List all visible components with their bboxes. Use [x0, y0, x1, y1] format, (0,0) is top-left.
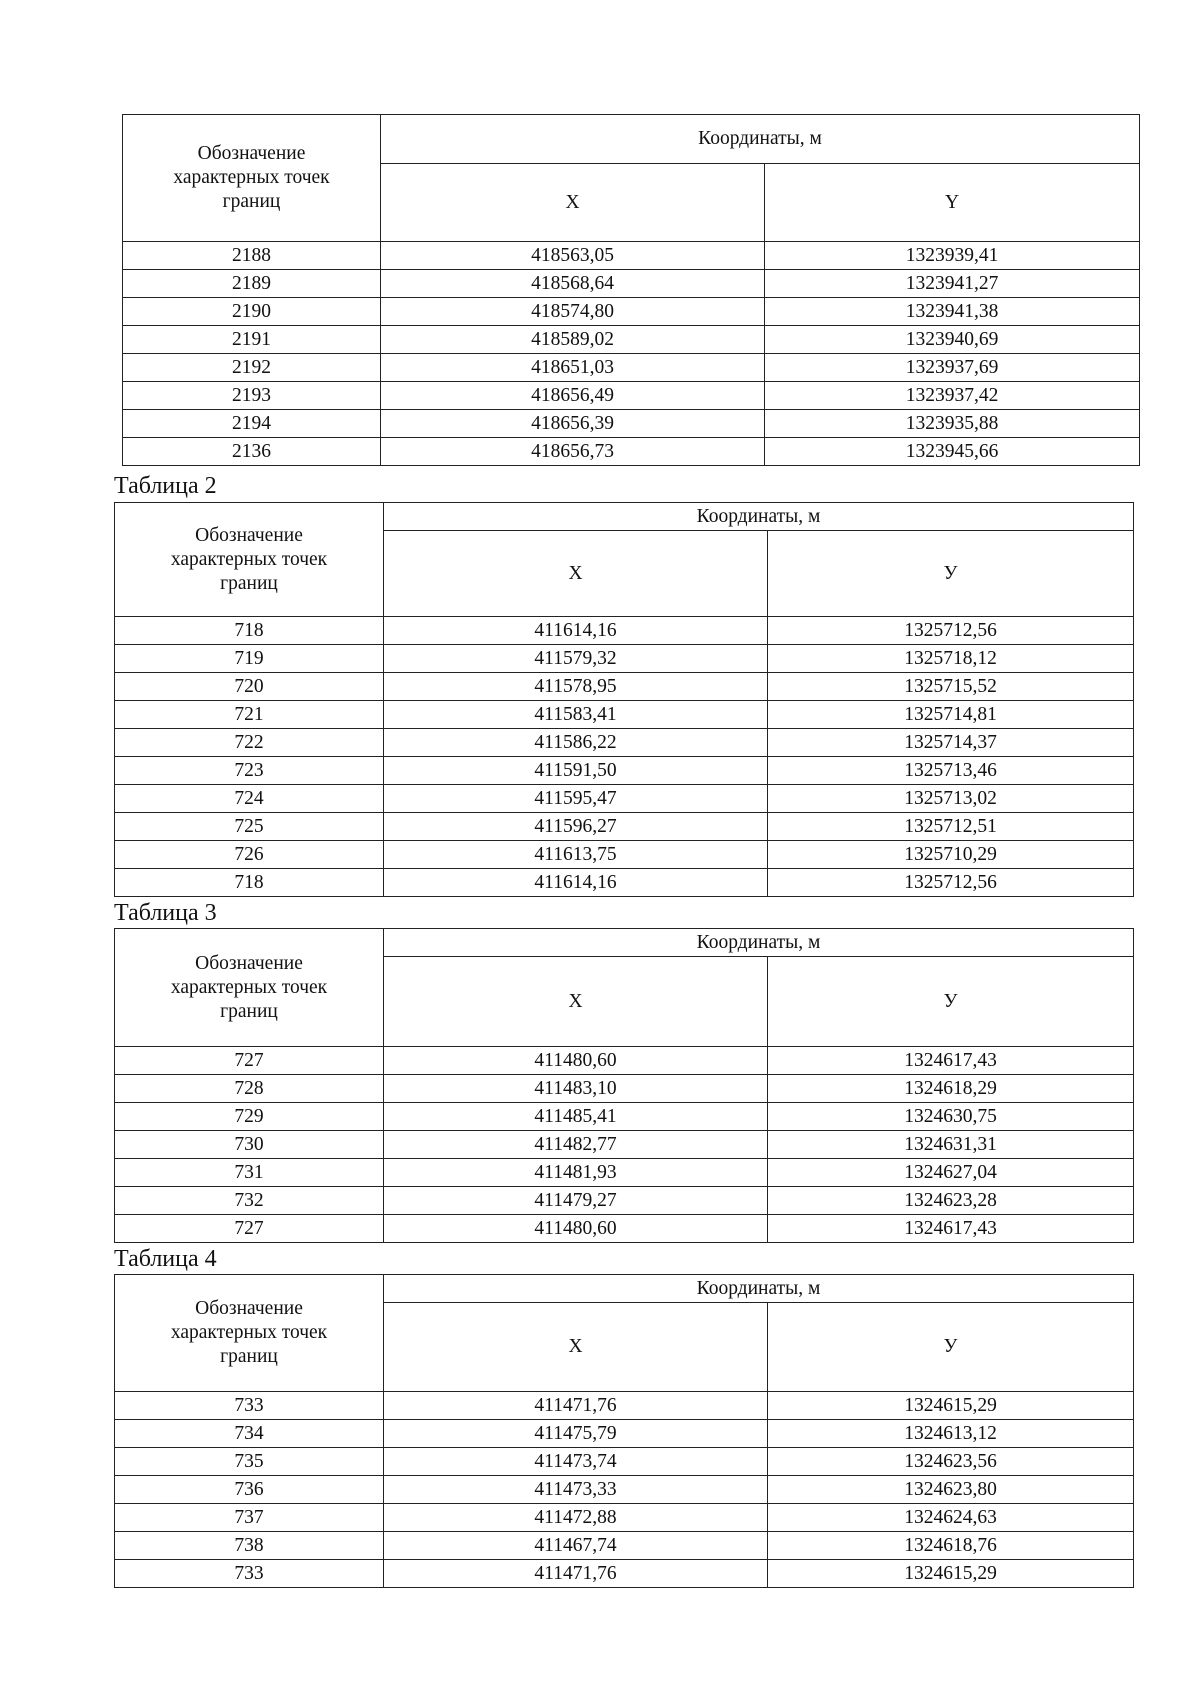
x-value-cell: 411475,79 [384, 1420, 768, 1448]
table-row [115, 645, 1134, 673]
table-row [115, 1047, 1134, 1075]
point-id-cell: 723 [115, 757, 384, 785]
coordinates-header: Координаты, м [384, 929, 1134, 957]
point-id-cell: 2189 [123, 270, 381, 298]
y-value-cell: 1325712,51 [768, 813, 1134, 841]
coordinates-table [114, 928, 1134, 1243]
y-value-cell: 1323937,69 [765, 354, 1140, 382]
table-row [115, 1215, 1134, 1243]
point-id-cell: 738 [115, 1532, 384, 1560]
point-id-cell: 2136 [123, 438, 381, 466]
table-row [115, 1420, 1134, 1448]
point-id-cell: 732 [115, 1187, 384, 1215]
point-id-cell: 724 [115, 785, 384, 813]
table-row [115, 1448, 1134, 1476]
point-id-cell: 2192 [123, 354, 381, 382]
x-column-header: X [384, 1303, 768, 1392]
x-value-cell: 411471,76 [384, 1560, 768, 1588]
table-row [123, 298, 1140, 326]
table-caption: Таблица 3 [114, 900, 217, 926]
table-row [123, 326, 1140, 354]
coordinates-table [114, 502, 1134, 897]
x-value-cell: 411595,47 [384, 785, 768, 813]
point-id-cell: 719 [115, 645, 384, 673]
x-value-cell: 411472,88 [384, 1504, 768, 1532]
table-row [115, 617, 1134, 645]
point-id-cell: 2194 [123, 410, 381, 438]
x-value-cell: 411473,33 [384, 1476, 768, 1504]
x-value-cell: 418656,73 [381, 438, 765, 466]
x-value-cell: 411586,22 [384, 729, 768, 757]
point-id-cell: 722 [115, 729, 384, 757]
y-value-cell: 1325710,29 [768, 841, 1134, 869]
y-value-cell: 1324613,12 [768, 1420, 1134, 1448]
x-value-cell: 411485,41 [384, 1103, 768, 1131]
y-value-cell: 1324630,75 [768, 1103, 1134, 1131]
table-row [115, 673, 1134, 701]
y-value-cell: 1323937,42 [765, 382, 1140, 410]
point-id-cell: 733 [115, 1560, 384, 1588]
y-value-cell: 1324624,63 [768, 1504, 1134, 1532]
table-row [115, 701, 1134, 729]
x-value-cell: 411473,74 [384, 1448, 768, 1476]
point-id-cell: 2191 [123, 326, 381, 354]
x-value-cell: 418656,49 [381, 382, 765, 410]
y-value-cell: 1323945,66 [765, 438, 1140, 466]
y-value-cell: 1324623,80 [768, 1476, 1134, 1504]
x-value-cell: 411579,32 [384, 645, 768, 673]
table-row [115, 1131, 1134, 1159]
point-id-cell: 729 [115, 1103, 384, 1131]
y-value-cell: 1324617,43 [768, 1047, 1134, 1075]
table-row [115, 813, 1134, 841]
table-row [123, 438, 1140, 466]
table-row [123, 270, 1140, 298]
points-label-header: Обозначение характерных точек границ [115, 1275, 384, 1392]
coordinates-header: Координаты, м [384, 503, 1134, 531]
table-row [115, 1392, 1134, 1420]
x-value-cell: 411482,77 [384, 1131, 768, 1159]
x-value-cell: 411483,10 [384, 1075, 768, 1103]
point-id-cell: 718 [115, 617, 384, 645]
x-value-cell: 411596,27 [384, 813, 768, 841]
point-id-cell: 728 [115, 1075, 384, 1103]
x-value-cell: 418656,39 [381, 410, 765, 438]
y-value-cell: 1325713,46 [768, 757, 1134, 785]
table-row [115, 757, 1134, 785]
x-value-cell: 411613,75 [384, 841, 768, 869]
x-value-cell: 411467,74 [384, 1532, 768, 1560]
x-value-cell: 411480,60 [384, 1047, 768, 1075]
point-id-cell: 733 [115, 1392, 384, 1420]
table-row [123, 242, 1140, 270]
y-value-cell: 1324618,76 [768, 1532, 1134, 1560]
y-value-cell: 1325712,56 [768, 869, 1134, 897]
points-label-header: Обозначение характерных точек границ [115, 929, 384, 1047]
points-label-header: Обозначение характерных точек границ [115, 503, 384, 617]
x-value-cell: 411614,16 [384, 617, 768, 645]
x-column-header: X [381, 164, 765, 242]
table-row [123, 354, 1140, 382]
y-value-cell: 1323940,69 [765, 326, 1140, 354]
x-value-cell: 418651,03 [381, 354, 765, 382]
x-column-header: X [384, 957, 768, 1047]
x-value-cell: 411583,41 [384, 701, 768, 729]
table-row [115, 841, 1134, 869]
table-row [115, 1159, 1134, 1187]
point-id-cell: 736 [115, 1476, 384, 1504]
y-value-cell: 1324623,28 [768, 1187, 1134, 1215]
table-row [115, 1075, 1134, 1103]
y-value-cell: 1324631,31 [768, 1131, 1134, 1159]
y-value-cell: 1325712,56 [768, 617, 1134, 645]
x-value-cell: 411479,27 [384, 1187, 768, 1215]
y-value-cell: 1323935,88 [765, 410, 1140, 438]
point-id-cell: 727 [115, 1047, 384, 1075]
y-value-cell: 1324627,04 [768, 1159, 1134, 1187]
point-id-cell: 725 [115, 813, 384, 841]
y-value-cell: 1325714,81 [768, 701, 1134, 729]
y-value-cell: 1324623,56 [768, 1448, 1134, 1476]
point-id-cell: 720 [115, 673, 384, 701]
table-row [115, 1532, 1134, 1560]
x-value-cell: 418568,64 [381, 270, 765, 298]
table-caption: Таблица 4 [114, 1246, 217, 1272]
table-row [123, 410, 1140, 438]
y-column-header: У [768, 957, 1134, 1047]
x-value-cell: 411481,93 [384, 1159, 768, 1187]
y-value-cell: 1324617,43 [768, 1215, 1134, 1243]
y-value-cell: 1323939,41 [765, 242, 1140, 270]
y-column-header: У [768, 1303, 1134, 1392]
y-column-header: У [768, 531, 1134, 617]
table-row [115, 869, 1134, 897]
coordinates-header: Координаты, м [381, 115, 1140, 164]
point-id-cell: 727 [115, 1215, 384, 1243]
point-id-cell: 2190 [123, 298, 381, 326]
x-value-cell: 411480,60 [384, 1215, 768, 1243]
y-value-cell: 1325715,52 [768, 673, 1134, 701]
table-caption: Таблица 2 [114, 473, 217, 499]
x-value-cell: 418563,05 [381, 242, 765, 270]
y-value-cell: 1325713,02 [768, 785, 1134, 813]
x-column-header: X [384, 531, 768, 617]
y-value-cell: 1323941,38 [765, 298, 1140, 326]
point-id-cell: 2193 [123, 382, 381, 410]
y-column-header: Y [765, 164, 1140, 242]
y-value-cell: 1324618,29 [768, 1075, 1134, 1103]
x-value-cell: 418574,80 [381, 298, 765, 326]
point-id-cell: 726 [115, 841, 384, 869]
x-value-cell: 411614,16 [384, 869, 768, 897]
y-value-cell: 1324615,29 [768, 1560, 1134, 1588]
point-id-cell: 718 [115, 869, 384, 897]
coordinates-header: Координаты, м [384, 1275, 1134, 1303]
y-value-cell: 1323941,27 [765, 270, 1140, 298]
y-value-cell: 1325718,12 [768, 645, 1134, 673]
coordinates-table [114, 1274, 1134, 1588]
table-row [115, 1103, 1134, 1131]
coordinates-table [122, 114, 1140, 466]
point-id-cell: 730 [115, 1131, 384, 1159]
x-value-cell: 411471,76 [384, 1392, 768, 1420]
point-id-cell: 721 [115, 701, 384, 729]
points-label-header: Обозначение характерных точек границ [123, 115, 381, 242]
table-row [115, 729, 1134, 757]
point-id-cell: 737 [115, 1504, 384, 1532]
y-value-cell: 1325714,37 [768, 729, 1134, 757]
table-row [123, 382, 1140, 410]
point-id-cell: 2188 [123, 242, 381, 270]
table-row [115, 785, 1134, 813]
table-row [115, 1504, 1134, 1532]
x-value-cell: 418589,02 [381, 326, 765, 354]
table-row [115, 1187, 1134, 1215]
point-id-cell: 735 [115, 1448, 384, 1476]
y-value-cell: 1324615,29 [768, 1392, 1134, 1420]
point-id-cell: 734 [115, 1420, 384, 1448]
x-value-cell: 411578,95 [384, 673, 768, 701]
point-id-cell: 731 [115, 1159, 384, 1187]
x-value-cell: 411591,50 [384, 757, 768, 785]
table-row [115, 1476, 1134, 1504]
table-row [115, 1560, 1134, 1588]
